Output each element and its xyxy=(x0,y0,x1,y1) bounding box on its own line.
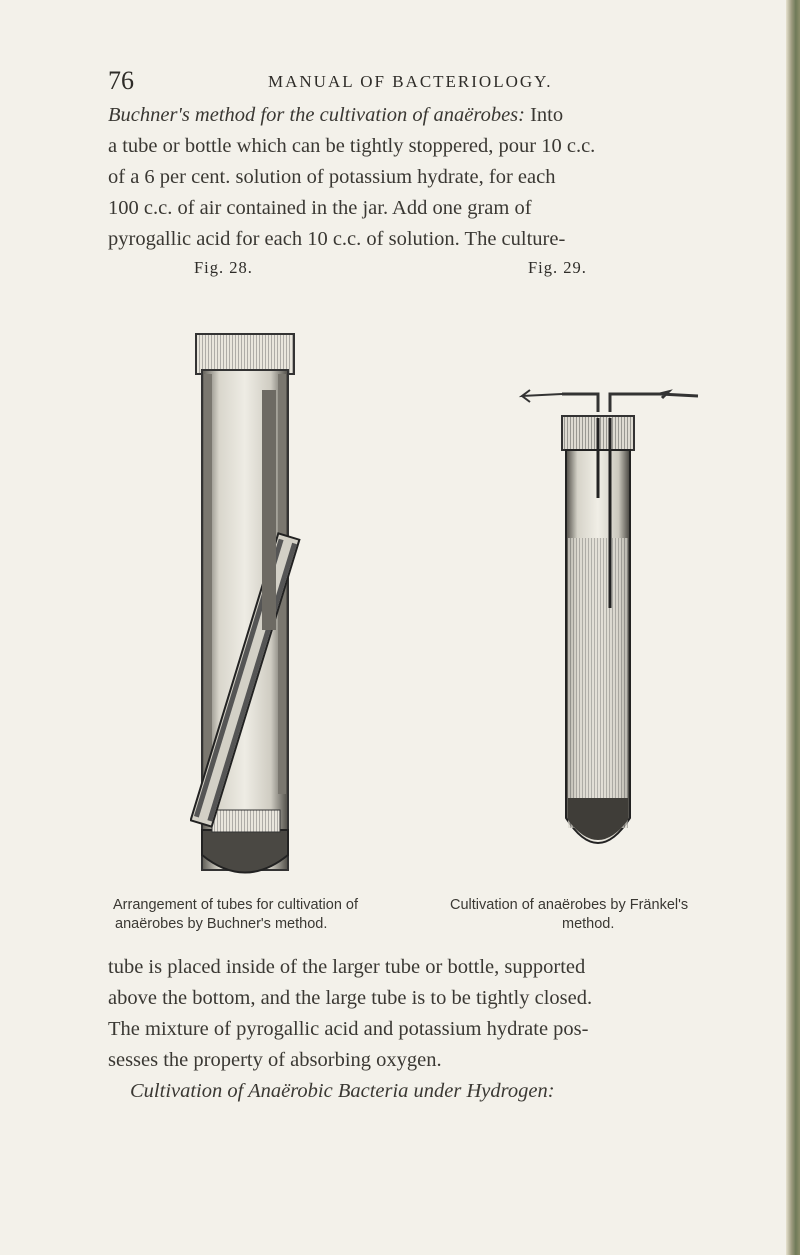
paragraph-text: Into xyxy=(524,104,564,126)
paragraph-continued xyxy=(108,952,733,1107)
paragraph-buchner xyxy=(108,100,733,255)
paragraph-line: tube is placed inside of the larger tube or bottle, supported xyxy=(108,956,586,978)
paragraph-line: of a 6 per cent. solution of potassium hydrate, for each xyxy=(108,166,556,188)
caption-line: anaërobes by Buchner's method. xyxy=(115,916,328,932)
page-edge xyxy=(786,0,800,1255)
fig29-illustration xyxy=(510,378,710,860)
fig28-illustration xyxy=(190,330,302,890)
paragraph-line: pyrogallic acid for each 10 c.c. of solution. The culture- xyxy=(108,228,566,250)
fig29-caption xyxy=(450,896,688,934)
italic-heading: Cultivation of Anaërobic Bacteria under Hydrogen: xyxy=(130,1080,555,1102)
fig29-label: Fig. 29. xyxy=(528,258,587,277)
caption-line: method. xyxy=(562,916,615,932)
caption-line: Arrangement of tubes for cultivation of xyxy=(113,897,359,913)
page-number: 76 xyxy=(108,66,134,95)
caption-line: Cultivation of anaërobes by Fränkel's xyxy=(450,897,689,913)
paragraph-line xyxy=(108,1076,733,1107)
paragraph-line: a tube or bottle which can be tightly stoppered, pour 10 c.c. xyxy=(108,135,596,157)
paragraph-line: The mixture of pyrogallic acid and potassium hydrate pos- xyxy=(108,1018,589,1040)
paragraph-line: sesses the property of absorbing oxygen. xyxy=(108,1049,442,1071)
italic-heading: Buchner's method for the cultivation of anaërobes: xyxy=(108,104,525,126)
paragraph-line: above the bottom, and the large tube is to be tightly closed. xyxy=(108,987,593,1009)
fig28-label: Fig. 28. xyxy=(194,258,253,277)
running-head: MANUAL OF BACTERIOLOGY. xyxy=(268,72,553,91)
paragraph-line: 100 c.c. of air contained in the jar. Add one gram of xyxy=(108,197,532,219)
paragraph-line xyxy=(108,100,733,131)
fig28-caption xyxy=(113,896,358,934)
